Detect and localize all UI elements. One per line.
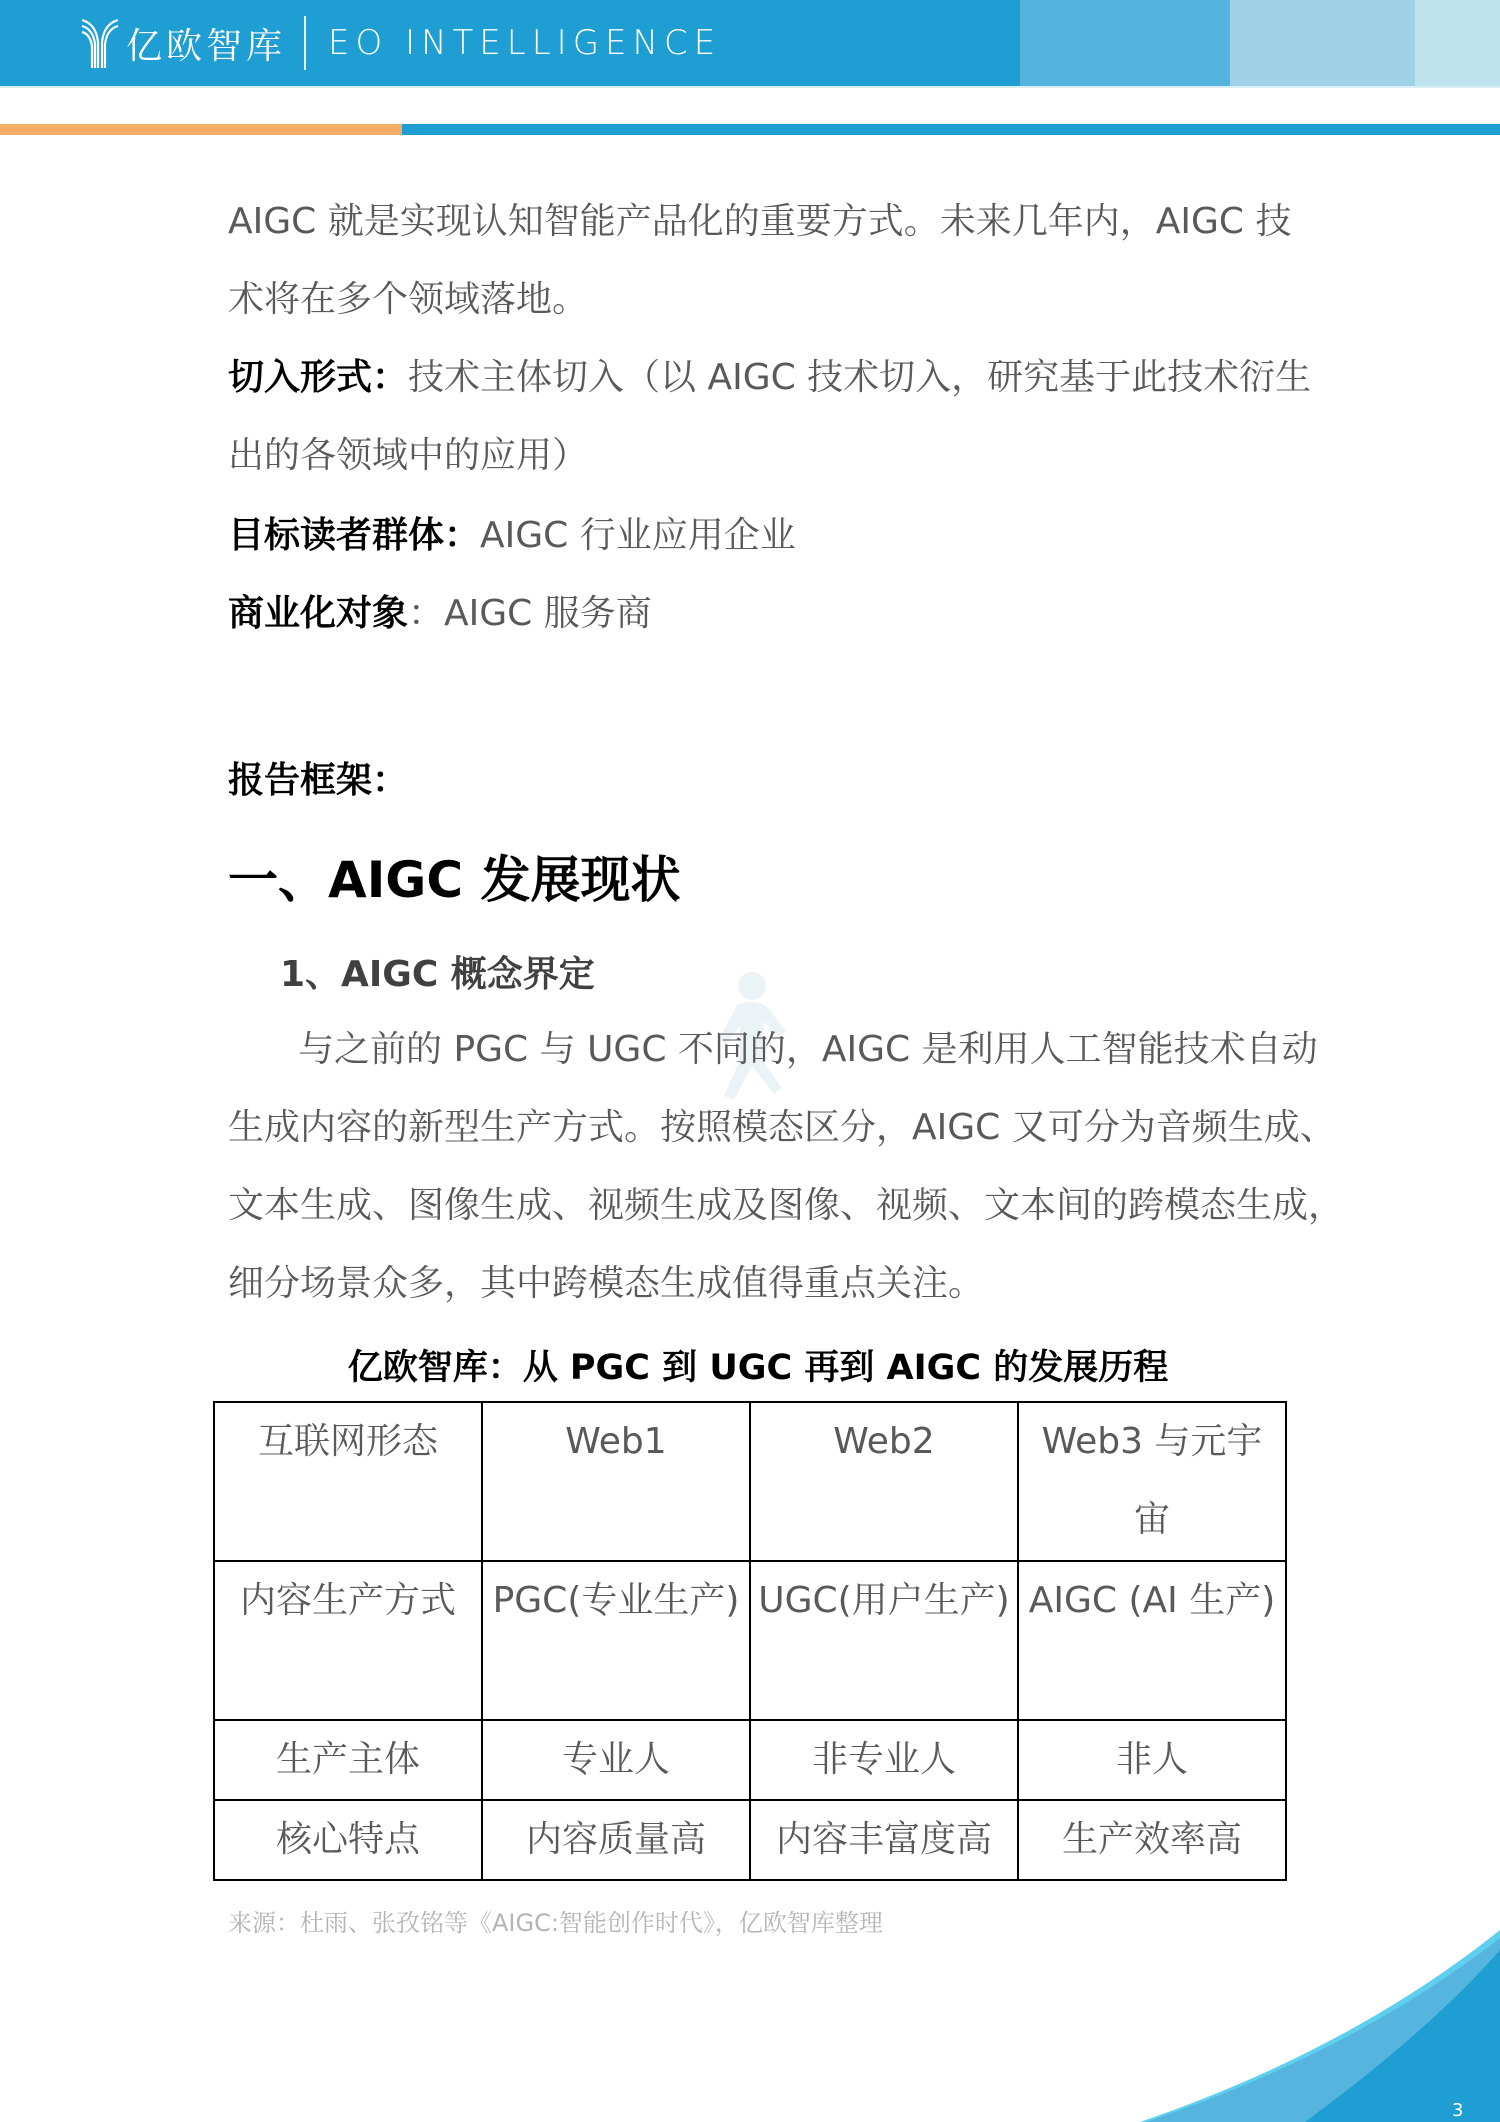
entry-form-label: 切入形式： [228, 357, 409, 398]
entry-form-line: 出的各领域中的应用） [228, 435, 589, 476]
header-underline [0, 86, 1500, 88]
intro-line: 术将在多个领域落地。 [228, 279, 589, 320]
commercial-target-value: ：AIGC 服务商 [408, 593, 652, 634]
brand-name-en: EO INTELLIGENCE [328, 23, 722, 63]
header-accent-block [1230, 0, 1415, 86]
commercial-target-line [228, 575, 652, 653]
body-paragraph-line: 生成内容的新型生产方式。按照模态区分，AIGC 又可分为音频生成、 [228, 1107, 1336, 1148]
table-cell: 互联网形态 [214, 1402, 482, 1561]
entry-form-value: 技术主体切入（以 AIGC 技术切入，研究基于此技术衍生 [408, 357, 1312, 398]
brand-divider [304, 16, 306, 70]
table-row [214, 1561, 1286, 1720]
table-cell: 内容质量高 [482, 1800, 750, 1880]
table-cell: Web2 [750, 1402, 1018, 1561]
table-cell: PGC(专业生产) [482, 1561, 750, 1720]
brand-name-cn: 亿欧智库 [126, 25, 287, 67]
target-readers-label: 目标读者群体： [228, 515, 481, 556]
header-accent-block [1020, 0, 1230, 86]
table-cell: Web3 与元宇宙 [1018, 1402, 1286, 1561]
blue-stripe [402, 124, 1500, 135]
entry-form-line [228, 339, 1311, 417]
table-cell: 非专业人 [750, 1720, 1018, 1800]
header-banner [0, 0, 1500, 86]
framework-label: 报告框架： [228, 760, 409, 801]
table-cell: 核心特点 [214, 1800, 482, 1880]
section-heading: 一、AIGC 发展现状 [228, 851, 681, 909]
table-cell: 非人 [1018, 1720, 1286, 1800]
table-cell: AIGC (AI 生产) [1018, 1561, 1286, 1720]
table-row [214, 1402, 1286, 1561]
source-note: 来源：杜雨、张孜铭等《AIGC:智能创作时代》，亿欧智库整理 [228, 1909, 883, 1937]
body-paragraph-line: 文本生成、图像生成、视频生成及图像、视频、文本间的跨模态生成， [228, 1185, 1345, 1226]
table-cell: Web1 [482, 1402, 750, 1561]
table-cell: 内容生产方式 [214, 1561, 482, 1720]
table-cell: UGC(用户生产) [750, 1561, 1018, 1720]
table-row [214, 1720, 1286, 1800]
eo-logo-icon [80, 16, 120, 70]
body-paragraph-line: 细分场景众多，其中跨模态生成值得重点关注。 [228, 1263, 985, 1304]
table-cell: 专业人 [482, 1720, 750, 1800]
table-cell: 生产主体 [214, 1720, 482, 1800]
subsection-heading: 1、AIGC 概念界定 [280, 954, 595, 995]
target-readers-value: AIGC 行业应用企业 [480, 515, 796, 556]
target-readers-line [228, 497, 796, 575]
page-number: 3 [1452, 2100, 1464, 2121]
evolution-table [213, 1401, 1287, 1881]
corner-wave-decoration [1100, 1900, 1500, 2122]
table-row [214, 1800, 1286, 1880]
brand-logo [80, 16, 721, 70]
table-cell: 生产效率高 [1018, 1800, 1286, 1880]
body-paragraph-line: 与之前的 PGC 与 UGC 不同的，AIGC 是利用人工智能技术自动 [298, 1029, 1318, 1070]
table-cell: 内容丰富度高 [750, 1800, 1018, 1880]
table-caption: 亿欧智库：从 PGC 到 UGC 再到 AIGC 的发展历程 [347, 1348, 1169, 1388]
intro-line: AIGC 就是实现认知智能产品化的重要方式。未来几年内，AIGC 技 [228, 201, 1292, 242]
orange-stripe [0, 124, 402, 135]
commercial-target-label: 商业化对象 [228, 593, 409, 634]
header-accent-block [1415, 0, 1500, 86]
